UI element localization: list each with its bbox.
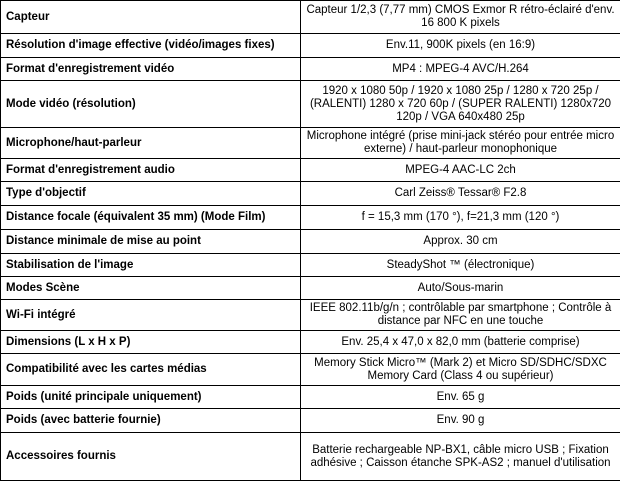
spec-label: Mode vidéo (résolution) [1,81,301,128]
spec-label: Dimensions (L x H x P) [1,331,301,354]
spec-label: Distance focale (équivalent 35 mm) (Mode Film) [1,206,301,230]
spec-label: Distance minimale de mise au point [1,230,301,254]
table-row [1,182,620,206]
table-row [1,230,620,254]
spec-value: Memory Stick Micro™ (Mark 2) et Micro SD/SDHC/SDXC Memory Card (Class 4 ou supérieur) [301,354,620,386]
spec-value: Batterie rechargeable NP-BX1, câble micro USB ; Fixation adhésive ; Caisson étanche SPK-AS2 ; manuel d'utilisation [301,433,620,481]
spec-value: 1920 x 1080 50p / 1920 x 1080 25p / 1280 x 720 25p / (RALENTI) 1280 x 720 60p / (SUPER RALENTI) 1280x720 120p / VGA 640x480 25p [301,81,620,128]
spec-value: Auto/Sous-marin [301,277,620,300]
spec-value: MP4 : MPEG-4 AVC/H.264 [301,58,620,81]
spec-label: Accessoires fournis [1,433,301,481]
spec-label: Résolution d'image effective (vidéo/images fixes) [1,34,301,58]
table-row [1,331,620,354]
table-row [1,128,620,159]
spec-label: Poids (unité principale uniquement) [1,386,301,409]
spec-label: Capteur [1,1,301,34]
spec-label: Stabilisation de l'image [1,254,301,277]
spec-label: Format d'enregistrement vidéo [1,58,301,81]
spec-value: Env. 25,4 x 47,0 x 82,0 mm (batterie comprise) [301,331,620,354]
table-row [1,386,620,409]
spec-label: Wi-Fi intégré [1,300,301,331]
table-row [1,206,620,230]
table-row [1,300,620,331]
table-row [1,409,620,433]
spec-value: SteadyShot ™ (électronique) [301,254,620,277]
spec-label: Type d'objectif [1,182,301,206]
spec-value: Env. 90 g [301,409,620,433]
spec-value: Carl Zeiss® Tessar® F2.8 [301,182,620,206]
table-row [1,1,620,34]
table-row [1,159,620,182]
table-row [1,81,620,128]
spec-value: Capteur 1/2,3 (7,77 mm) CMOS Exmor R rétro-éclairé d'env. 16 800 K pixels [301,1,620,34]
spec-value: Env.11, 900K pixels (en 16:9) [301,34,620,58]
table-row [1,58,620,81]
table-row [1,433,620,481]
spec-label: Format d'enregistrement audio [1,159,301,182]
table-row [1,34,620,58]
spec-label: Modes Scène [1,277,301,300]
spec-label: Microphone/haut-parleur [1,128,301,159]
spec-value: Microphone intégré (prise mini-jack stéréo pour entrée micro externe) / haut-parleur monophonique [301,128,620,159]
spec-value: MPEG-4 AAC-LC 2ch [301,159,620,182]
table-row [1,354,620,386]
spec-value: Env. 65 g [301,386,620,409]
table-row [1,254,620,277]
table-row [1,277,620,300]
spec-value: f = 15,3 mm (170 °), f=21,3 mm (120 °) [301,206,620,230]
spec-label: Poids (avec batterie fournie) [1,409,301,433]
spec-value: Approx. 30 cm [301,230,620,254]
spec-value: IEEE 802.11b/g/n ; contrôlable par smartphone ; Contrôle à distance par NFC en une touche [301,300,620,331]
spec-label: Compatibilité avec les cartes médias [1,354,301,386]
